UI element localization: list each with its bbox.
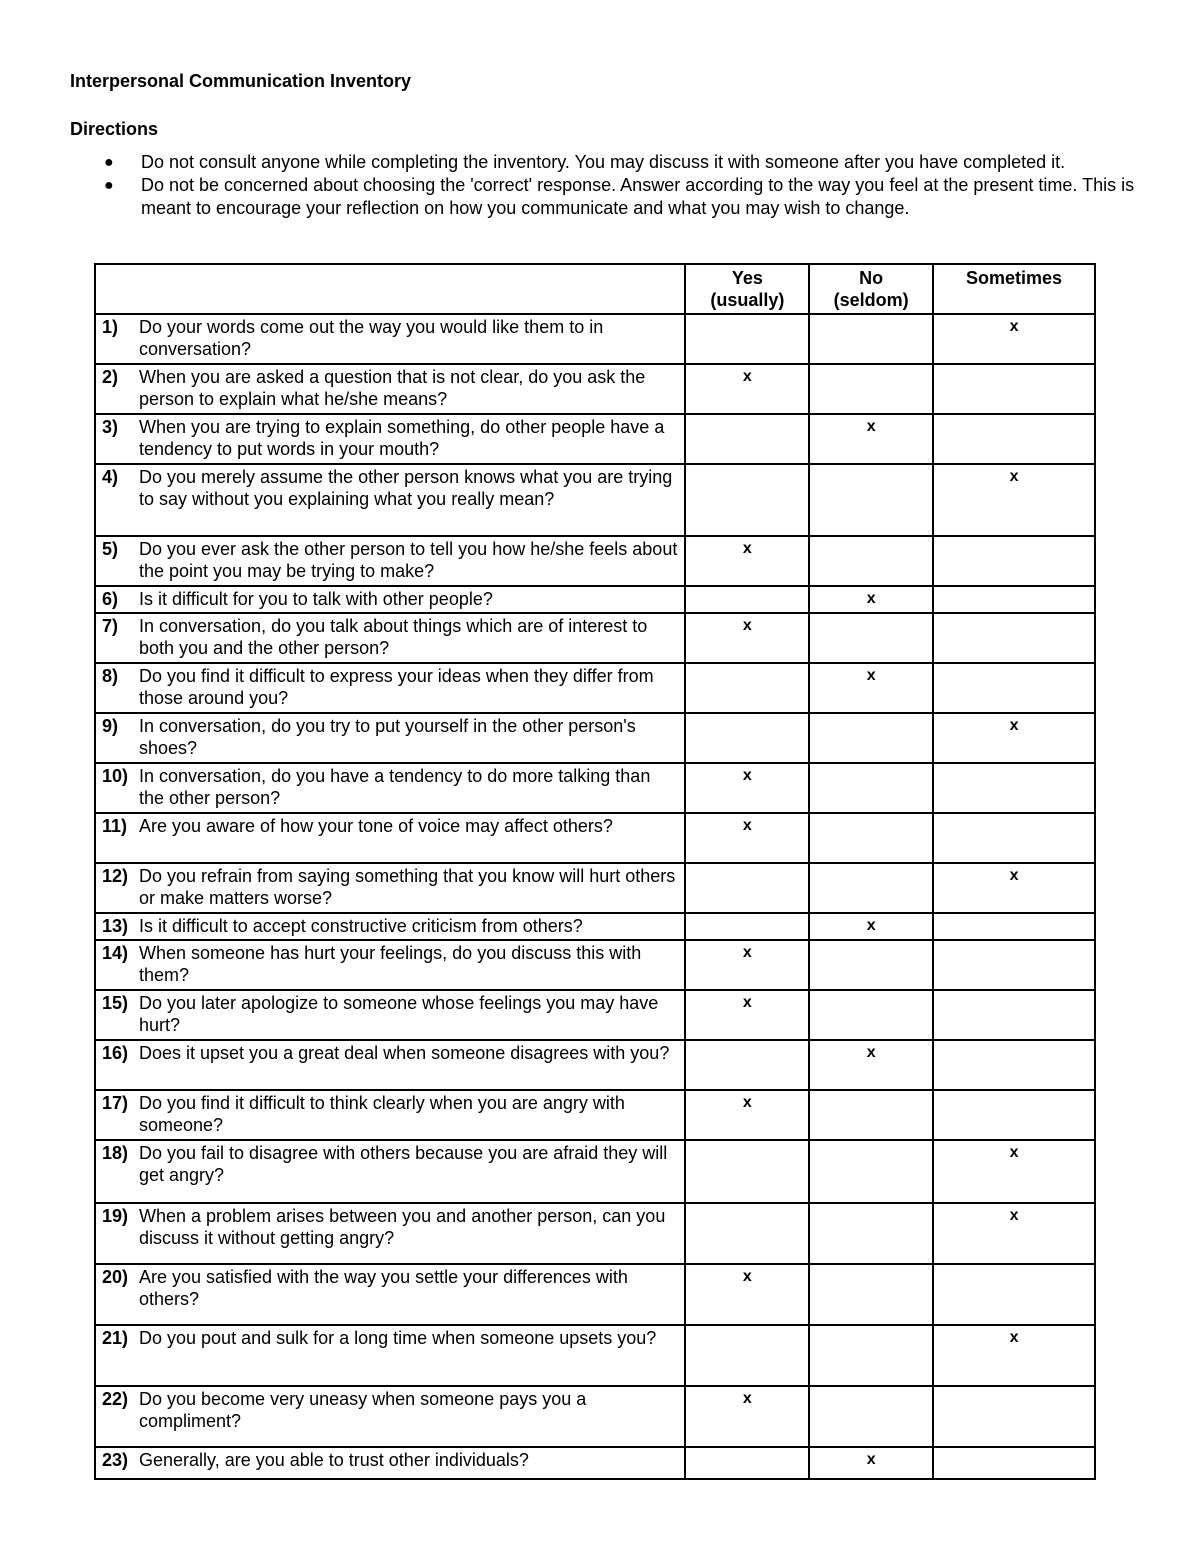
question-wrap [102,1449,678,1471]
check-mark: x [866,917,876,934]
answer-cell-sometimes[interactable] [933,613,1095,663]
check-mark: x [1009,1329,1019,1346]
table-row [95,314,1095,364]
table-row [95,1447,1095,1479]
table-row [95,536,1095,586]
question-wrap [102,665,678,709]
question-cell [95,1264,685,1325]
check-mark: x [1009,717,1019,734]
question-text: Do you find it difficult to express your ideas when they differ from those around you? [139,666,654,708]
check-mark: x [866,1451,876,1468]
answer-cell-sometimes[interactable] [933,940,1095,990]
table-row [95,813,1095,863]
question-text: When you are trying to explain something, do other people have a tendency to put words in your mouth? [139,417,665,459]
answer-cell-no[interactable] [809,536,933,586]
directions-item [100,174,1140,220]
bullet-icon: ● [104,177,114,194]
directions-item [100,151,1140,174]
question-cell [95,1090,685,1140]
answer-cell-no[interactable] [809,1040,933,1090]
answer-cell-sometimes[interactable] [933,1386,1095,1447]
question-text: In conversation, do you have a tendency to do more talking than the other person? [139,766,651,808]
question-cell [95,414,685,464]
answer-cell-no[interactable] [809,913,933,940]
question-text: Does it upset you a great deal when someone disagrees with you? [139,1043,670,1063]
bullet-icon: ● [104,154,114,171]
table-row [95,414,1095,464]
answer-cell-sometimes[interactable] [933,1264,1095,1325]
question-number: 18) [102,1143,129,1163]
check-mark: x [742,994,752,1011]
answer-cell-yes[interactable] [685,940,809,990]
question-cell [95,913,685,940]
answer-cell-sometimes[interactable] [933,763,1095,813]
answer-cell-sometimes[interactable] [933,1090,1095,1140]
answer-cell-yes[interactable] [685,813,809,863]
question-text: Is it difficult for you to talk with other people? [139,589,493,609]
answer-cell-sometimes[interactable] [933,713,1095,763]
answer-cell-sometimes[interactable] [933,314,1095,364]
answer-cell-no[interactable] [809,1447,933,1479]
table-row [95,1040,1095,1090]
check-mark: x [866,1044,876,1061]
question-cell [95,464,685,536]
answer-cell-yes[interactable] [685,713,809,763]
question-number: 11) [102,816,128,836]
question-cell [95,1140,685,1203]
table-row [95,663,1095,713]
question-number: 16) [102,1043,129,1063]
question-number: 19) [102,1206,129,1226]
table-row [95,1325,1095,1386]
answer-cell-no[interactable] [809,464,933,536]
answer-cell-yes[interactable] [685,1140,809,1203]
question-text: Are you aware of how your tone of voice may affect others? [139,816,613,836]
answer-cell-yes[interactable] [685,990,809,1040]
question-cell [95,1203,685,1264]
check-mark: x [866,590,876,607]
answer-cell-no[interactable] [809,314,933,364]
answer-cell-no[interactable] [809,813,933,863]
header-sometimes [933,264,1095,314]
question-wrap [102,538,678,582]
question-number: 20) [102,1267,129,1287]
answer-cell-yes[interactable] [685,536,809,586]
table-row [95,1140,1095,1203]
table-header-row [95,264,1095,314]
question-wrap [102,1142,678,1186]
question-cell [95,763,685,813]
check-mark: x [742,540,752,557]
answer-cell-yes[interactable] [685,613,809,663]
question-cell [95,863,685,913]
question-number: 10) [102,766,129,786]
answer-cell-no[interactable] [809,1203,933,1264]
answer-cell-no[interactable] [809,1264,933,1325]
question-text: In conversation, do you try to put yourself in the other person's shoes? [139,716,636,758]
question-number: 22) [102,1389,129,1409]
answer-cell-yes[interactable] [685,1203,809,1264]
answer-cell-sometimes[interactable] [933,1203,1095,1264]
question-wrap [102,1327,678,1349]
table-row [95,913,1095,940]
answer-cell-sometimes[interactable] [933,414,1095,464]
question-wrap [102,1042,678,1064]
question-text: Do you pout and sulk for a long time when someone upsets you? [139,1328,657,1348]
question-wrap [102,942,678,986]
answer-cell-no[interactable] [809,763,933,813]
answer-cell-yes[interactable] [685,364,809,414]
question-text: When a problem arises between you and another person, can you discuss it without getting angry? [139,1206,666,1248]
answer-cell-yes[interactable] [685,1090,809,1140]
header-no [809,264,933,314]
check-mark: x [742,817,752,834]
question-cell [95,586,685,613]
question-cell [95,940,685,990]
inventory-table [94,263,1096,1480]
question-text: Do you refrain from saying something that you know will hurt others or make matters worse? [139,866,676,908]
answer-cell-sometimes[interactable] [933,990,1095,1040]
answer-cell-yes[interactable] [685,1040,809,1090]
page-title: Interpersonal Communication Inventory [70,71,412,91]
question-wrap [102,416,678,460]
directions-item-text: Do not consult anyone while completing the inventory. You may discuss it with someone after you have completed it. [141,152,1066,172]
question-text: In conversation, do you talk about things which are of interest to both you and the other person? [139,616,648,658]
question-text: Do you later apologize to someone whose feelings you may have hurt? [139,993,659,1035]
question-wrap [102,588,678,610]
answer-cell-sometimes[interactable] [933,1447,1095,1479]
table-row [95,364,1095,414]
question-wrap [102,1205,678,1249]
question-cell [95,713,685,763]
question-text: Do you become very uneasy when someone pays you a compliment? [139,1389,587,1431]
answer-cell-yes[interactable] [685,414,809,464]
question-wrap [102,715,678,759]
question-number: 8) [102,666,119,686]
answer-cell-sometimes[interactable] [933,586,1095,613]
answer-cell-sometimes[interactable] [933,1325,1095,1386]
question-number: 12) [102,866,129,886]
check-mark: x [866,418,876,435]
table-row [95,990,1095,1040]
check-mark: x [742,767,752,784]
answer-cell-no[interactable] [809,1386,933,1447]
answer-cell-no[interactable] [809,863,933,913]
question-cell [95,1040,685,1090]
question-wrap [102,466,678,510]
answer-cell-sometimes[interactable] [933,1140,1095,1203]
answer-cell-yes[interactable] [685,1386,809,1447]
question-number: 13) [102,916,129,936]
answer-cell-no[interactable] [809,414,933,464]
question-number: 6) [102,589,119,609]
answer-cell-sometimes[interactable] [933,464,1095,536]
directions-item-text: Do not be concerned about choosing the 'correct' response. Answer according to the way you feel at the present time. This is meant to encourage your reflection on how you communicate and what you may wish to change. [141,175,1135,218]
answer-cell-yes[interactable] [685,913,809,940]
answer-cell-sometimes[interactable] [933,364,1095,414]
question-wrap [102,1266,678,1310]
question-number: 7) [102,616,119,636]
question-number: 2) [102,367,119,387]
table-body [95,314,1095,1479]
question-text: When someone has hurt your feelings, do you discuss this with them? [139,943,642,985]
question-number: 21) [102,1328,129,1348]
question-number: 15) [102,993,129,1013]
question-text: Do you merely assume the other person knows what you are trying to say without you explaining what you really mean? [139,467,673,509]
question-cell [95,1447,685,1479]
question-cell [95,364,685,414]
table-row [95,1203,1095,1264]
question-number: 23) [102,1450,129,1470]
question-wrap [102,992,678,1036]
question-wrap [102,915,678,937]
question-wrap [102,765,678,809]
answer-cell-sometimes[interactable] [933,536,1095,586]
header-no-label: No (seldom) [833,268,909,310]
table-row [95,713,1095,763]
question-cell [95,1386,685,1447]
check-mark: x [866,667,876,684]
answer-cell-no[interactable] [809,990,933,1040]
question-text: Generally, are you able to trust other individuals? [139,1450,529,1470]
answer-cell-no[interactable] [809,586,933,613]
check-mark: x [742,1268,752,1285]
check-mark: x [742,944,752,961]
answer-cell-yes[interactable] [685,314,809,364]
answer-cell-yes[interactable] [685,763,809,813]
question-number: 14) [102,943,129,963]
answer-cell-no[interactable] [809,713,933,763]
answer-cell-sometimes[interactable] [933,663,1095,713]
question-number: 17) [102,1093,129,1113]
check-mark: x [742,1390,752,1407]
question-wrap [102,615,678,659]
question-text: Do your words come out the way you would like them to in conversation? [139,317,604,359]
check-mark: x [1009,1207,1019,1224]
question-cell [95,613,685,663]
answer-cell-yes[interactable] [685,863,809,913]
question-cell [95,314,685,364]
question-number: 9) [102,716,119,736]
answer-cell-sometimes[interactable] [933,913,1095,940]
answer-cell-yes[interactable] [685,1264,809,1325]
table-row [95,1386,1095,1447]
answer-cell-sometimes[interactable] [933,1040,1095,1090]
question-cell [95,536,685,586]
check-mark: x [742,368,752,385]
answer-cell-yes[interactable] [685,1447,809,1479]
question-text: Are you satisfied with the way you settle your differences with others? [139,1267,628,1309]
question-wrap [102,1092,678,1136]
question-wrap [102,1388,678,1432]
question-cell [95,1325,685,1386]
question-text: Do you fail to disagree with others because you are afraid they will get angry? [139,1143,668,1185]
table-row [95,1264,1095,1325]
question-number: 5) [102,539,119,559]
table-row [95,1090,1095,1140]
answer-cell-no[interactable] [809,1140,933,1203]
check-mark: x [742,617,752,634]
question-text: Is it difficult to accept constructive criticism from others? [139,916,583,936]
question-text: When you are asked a question that is not clear, do you ask the person to explain what he/she means? [139,367,646,409]
table-row [95,763,1095,813]
question-number: 4) [102,467,119,487]
answer-cell-sometimes[interactable] [933,863,1095,913]
question-wrap [102,366,678,410]
table-row [95,940,1095,990]
check-mark: x [742,1094,752,1111]
answer-cell-no[interactable] [809,663,933,713]
answer-cell-no[interactable] [809,613,933,663]
check-mark: x [1009,468,1019,485]
answer-cell-yes[interactable] [685,1325,809,1386]
question-number: 1) [102,317,119,337]
question-cell [95,813,685,863]
table-row [95,863,1095,913]
answer-cell-yes[interactable] [685,464,809,536]
question-text: Do you find it difficult to think clearly when you are angry with someone? [139,1093,625,1135]
answer-cell-yes[interactable] [685,586,809,613]
answer-cell-no[interactable] [809,364,933,414]
table-row [95,586,1095,613]
answer-cell-no[interactable] [809,1325,933,1386]
question-number: 3) [102,417,119,437]
directions-list [100,151,1140,220]
answer-cell-sometimes[interactable] [933,813,1095,863]
question-cell [95,990,685,1040]
answer-cell-no[interactable] [809,1090,933,1140]
question-wrap [102,815,678,837]
table-row [95,613,1095,663]
header-sometimes-label: Sometimes [966,268,1063,288]
answer-cell-yes[interactable] [685,663,809,713]
header-yes [685,264,809,314]
table-row [95,464,1095,536]
header-yes-label: Yes (usually) [710,268,785,310]
question-cell [95,663,685,713]
question-text: Do you ever ask the other person to tell you how he/she feels about the point you may be trying to make? [139,539,678,581]
check-mark: x [1009,867,1019,884]
check-mark: x [1009,1144,1019,1161]
question-wrap [102,316,678,360]
answer-cell-no[interactable] [809,940,933,990]
check-mark: x [1009,318,1019,335]
header-question [95,264,685,314]
directions-heading: Directions [70,119,159,139]
question-wrap [102,865,678,909]
